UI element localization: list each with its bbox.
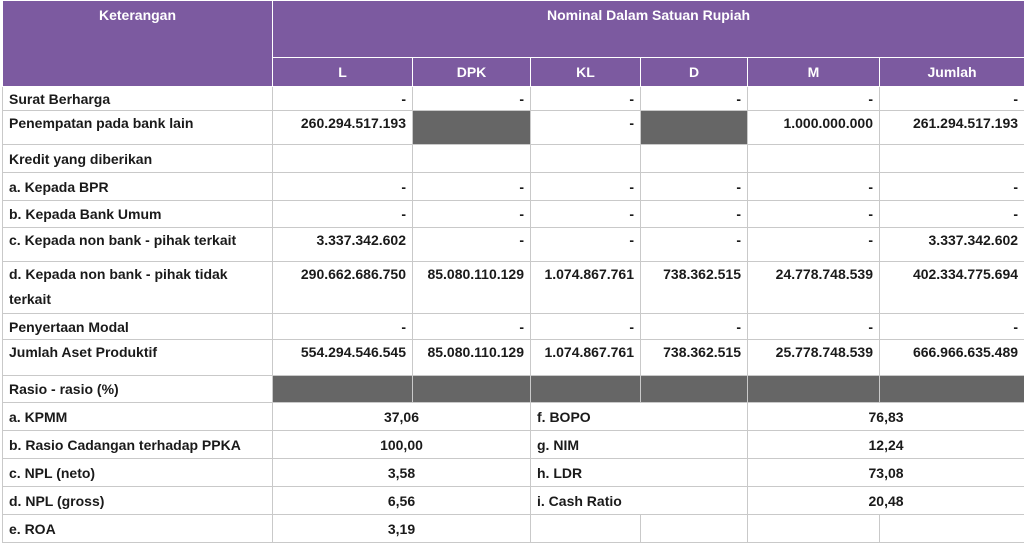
cell-kl: -	[531, 314, 641, 340]
row-label: Penyertaan Modal	[3, 314, 273, 340]
cell-l: -	[273, 314, 413, 340]
row-label: b. Kepada Bank Umum	[3, 201, 273, 228]
cell-kl: -	[531, 87, 641, 111]
col-header-l: L	[273, 58, 413, 87]
cell-m: -	[748, 314, 880, 340]
cell-l: 260.294.517.193	[273, 111, 413, 145]
ratio-value: 12,24	[748, 431, 1024, 459]
cell-l: 554.294.546.545	[273, 340, 413, 376]
table-row	[3, 111, 1024, 145]
ratio-label: h. LDR	[531, 459, 748, 487]
cell-d: 738.362.515	[641, 340, 748, 376]
row-label: Surat Berharga	[3, 87, 273, 111]
cell-d	[641, 145, 748, 173]
ratio-value: 76,83	[748, 403, 1024, 431]
cell-l: -	[273, 201, 413, 228]
ratio-value: 20,48	[748, 487, 1024, 515]
ratio-row	[3, 431, 1024, 459]
cell-kl: -	[531, 173, 641, 201]
row-label: Penempatan pada bank lain	[3, 111, 273, 145]
cell-d: -	[641, 314, 748, 340]
shaded-cell	[273, 376, 413, 403]
ratio-heading-row	[3, 376, 1024, 403]
ratio-label: a. KPMM	[3, 403, 273, 431]
empty-cell	[880, 515, 1024, 543]
ratio-row	[3, 403, 1024, 431]
cell-dpk: -	[413, 173, 531, 201]
cell-jumlah: 666.966.635.489	[880, 340, 1024, 376]
cell-m: 24.778.748.539	[748, 262, 880, 314]
cell-dpk	[413, 145, 531, 173]
ratio-label: d. NPL (gross)	[3, 487, 273, 515]
cell-jumlah: 3.337.342.602	[880, 228, 1024, 262]
cell-m	[748, 145, 880, 173]
ratio-value: 100,00	[273, 431, 531, 459]
table-row	[3, 173, 1024, 201]
cell-jumlah: -	[880, 173, 1024, 201]
cell-d: -	[641, 87, 748, 111]
row-label: d. Kepada non bank - pihak tidak terkait	[3, 262, 273, 314]
table-row	[3, 201, 1024, 228]
ratio-heading: Rasio - rasio (%)	[3, 376, 273, 403]
cell-m: -	[748, 173, 880, 201]
cell-l: 3.337.342.602	[273, 228, 413, 262]
shaded-cell	[413, 111, 531, 145]
cell-jumlah: -	[880, 201, 1024, 228]
ratio-label: g. NIM	[531, 431, 748, 459]
table-row	[3, 228, 1024, 262]
col-header-jumlah: Jumlah	[880, 58, 1024, 87]
shaded-cell	[748, 376, 880, 403]
header-nominal: Nominal Dalam Satuan Rupiah	[273, 1, 1024, 58]
cell-l	[273, 145, 413, 173]
cell-l: -	[273, 87, 413, 111]
ratio-value: 37,06	[273, 403, 531, 431]
ratio-value: 3,58	[273, 459, 531, 487]
cell-d: 738.362.515	[641, 262, 748, 314]
ratio-label: f. BOPO	[531, 403, 748, 431]
cell-kl: -	[531, 228, 641, 262]
cell-m: 1.000.000.000	[748, 111, 880, 145]
cell-l: -	[273, 173, 413, 201]
ratio-label: b. Rasio Cadangan terhadap PPKA	[3, 431, 273, 459]
table-row	[3, 145, 1024, 173]
cell-jumlah: -	[880, 87, 1024, 111]
cell-dpk: 85.080.110.129	[413, 340, 531, 376]
cell-kl	[531, 145, 641, 173]
table-row	[3, 87, 1024, 111]
cell-dpk: 85.080.110.129	[413, 262, 531, 314]
productive-assets-table	[2, 0, 1024, 543]
col-header-dpk: DPK	[413, 58, 531, 87]
cell-d: -	[641, 228, 748, 262]
cell-jumlah: 402.334.775.694	[880, 262, 1024, 314]
cell-d: -	[641, 201, 748, 228]
ratio-label: e. ROA	[3, 515, 273, 543]
row-label: Jumlah Aset Produktif	[3, 340, 273, 376]
shaded-cell	[641, 111, 748, 145]
shaded-cell	[880, 376, 1024, 403]
empty-cell	[641, 515, 748, 543]
cell-dpk: -	[413, 314, 531, 340]
empty-cell	[748, 515, 880, 543]
shaded-cell	[413, 376, 531, 403]
shaded-cell	[531, 376, 641, 403]
shaded-cell	[641, 376, 748, 403]
cell-m: 25.778.748.539	[748, 340, 880, 376]
row-label: a. Kepada BPR	[3, 173, 273, 201]
ratio-value: 6,56	[273, 487, 531, 515]
table-row	[3, 314, 1024, 340]
empty-cell	[531, 515, 641, 543]
header-keterangan: Keterangan	[3, 1, 273, 87]
cell-jumlah: -	[880, 314, 1024, 340]
cell-l: 290.662.686.750	[273, 262, 413, 314]
cell-jumlah	[880, 145, 1024, 173]
cell-kl: -	[531, 201, 641, 228]
table-row	[3, 262, 1024, 314]
col-header-kl: KL	[531, 58, 641, 87]
cell-kl: 1.074.867.761	[531, 340, 641, 376]
col-header-d: D	[641, 58, 748, 87]
cell-jumlah: 261.294.517.193	[880, 111, 1024, 145]
cell-dpk: -	[413, 228, 531, 262]
cell-m: -	[748, 201, 880, 228]
cell-dpk: -	[413, 201, 531, 228]
cell-m: -	[748, 228, 880, 262]
cell-m: -	[748, 87, 880, 111]
cell-dpk: -	[413, 87, 531, 111]
cell-d: -	[641, 173, 748, 201]
col-header-m: M	[748, 58, 880, 87]
ratio-value: 73,08	[748, 459, 1024, 487]
ratio-row	[3, 515, 1024, 543]
ratio-row	[3, 487, 1024, 515]
ratio-label: c. NPL (neto)	[3, 459, 273, 487]
ratio-value: 3,19	[273, 515, 531, 543]
row-label: c. Kepada non bank - pihak terkait	[3, 228, 273, 262]
cell-kl: 1.074.867.761	[531, 262, 641, 314]
cell-kl: -	[531, 111, 641, 145]
table-row-total	[3, 340, 1024, 376]
ratio-row	[3, 459, 1024, 487]
row-label: Kredit yang diberikan	[3, 145, 273, 173]
ratio-label: i. Cash Ratio	[531, 487, 748, 515]
